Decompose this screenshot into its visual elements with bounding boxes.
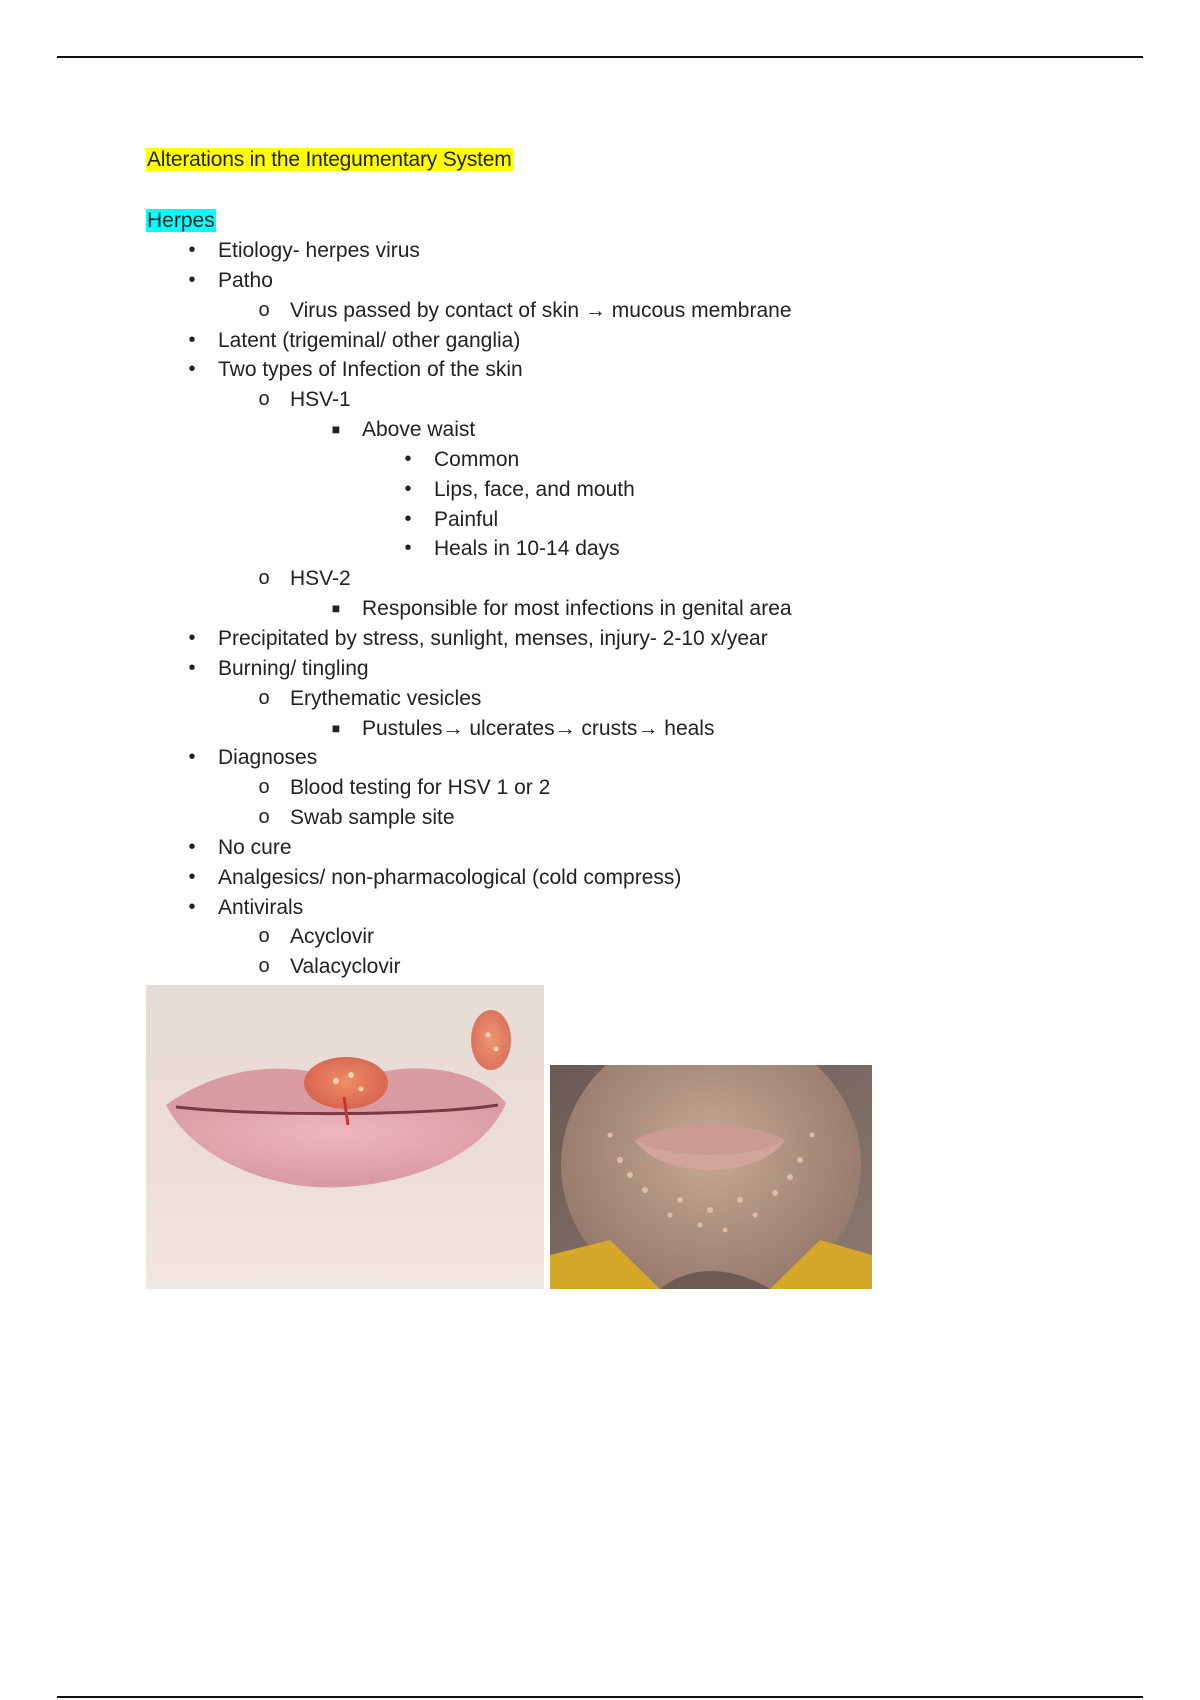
list-marker: o: [258, 686, 270, 709]
list-marker: •: [188, 328, 196, 351]
list-item: [146, 803, 792, 833]
list-item: [146, 893, 792, 923]
list-item-text: HSV-2: [290, 567, 351, 591]
list-item-text: Responsible for most infections in genital area: [362, 597, 792, 621]
list-item-text: No cure: [218, 835, 292, 859]
list-item: [146, 863, 792, 893]
list-marker: o: [258, 776, 270, 799]
photo-row: [146, 985, 872, 1289]
list-marker: •: [188, 746, 196, 769]
list-item-text: Precipitated by stress, sunlight, menses, injury- 2-10 x/year: [218, 626, 768, 650]
cold-sore-lip-photo: [146, 985, 544, 1289]
list-marker: o: [258, 298, 270, 321]
list-item-text: Etiology- herpes virus: [218, 239, 420, 262]
document-title: [146, 145, 513, 175]
list-item: [146, 236, 792, 266]
list-item-text: Heals in 10-14 days: [434, 537, 620, 561]
list-item-text: Analgesics/ non-pharmacological (cold compress): [218, 865, 682, 889]
list-item: [146, 355, 792, 385]
list-marker: •: [404, 537, 412, 560]
list-item: [146, 564, 792, 594]
herpes-outline-list: [146, 236, 792, 982]
list-item: [146, 743, 792, 773]
list-marker: o: [258, 567, 270, 590]
list-item: [146, 326, 792, 356]
list-marker: o: [258, 388, 270, 411]
header-rule: [57, 56, 1143, 58]
list-item-text: Blood testing for HSV 1 or 2: [290, 776, 551, 800]
list-item-text: Pustules→ ulcerates→ crusts→ heals: [362, 716, 715, 740]
list-item: [146, 684, 792, 714]
list-item-text: Above waist: [362, 418, 476, 442]
list-item: [146, 833, 792, 863]
list-marker: •: [404, 477, 412, 500]
list-item: [146, 624, 792, 654]
list-item-text: Patho: [218, 268, 273, 292]
list-item: [146, 534, 792, 564]
list-marker: ■: [331, 719, 341, 736]
facial-herpes-photo: [550, 1065, 872, 1289]
list-item-text: Swab sample site: [290, 806, 455, 830]
section-highlight: Herpes: [147, 209, 215, 232]
list-item-text: Burning/ tingling: [218, 656, 369, 680]
list-item: [146, 922, 792, 952]
list-item-text: Acyclovir: [290, 925, 375, 949]
list-item: [146, 266, 792, 296]
section-heading: [146, 206, 216, 236]
list-marker: •: [188, 835, 196, 858]
list-marker: •: [188, 268, 196, 291]
list-marker: •: [404, 507, 412, 530]
list-marker: •: [188, 358, 196, 381]
list-item: [146, 773, 792, 803]
list-item-text: Valacyclovir: [290, 955, 401, 979]
list-item: [146, 475, 792, 505]
list-item: [146, 654, 792, 684]
list-item-text: Latent (trigeminal/ other ganglia): [218, 328, 521, 352]
list-marker: ■: [331, 421, 341, 438]
list-item-text: Painful: [434, 507, 499, 531]
list-marker: o: [258, 806, 270, 829]
list-item-text: Diagnoses: [218, 746, 318, 770]
title-highlight: Alterations in the Integumentary System: [147, 148, 512, 171]
list-item-text: Antivirals: [218, 895, 304, 919]
footer-rule: [57, 1696, 1143, 1698]
list-marker: ■: [331, 600, 341, 617]
list-item: [146, 594, 792, 624]
list-item: [146, 385, 792, 415]
list-marker: •: [188, 865, 196, 888]
list-item: [146, 952, 792, 982]
list-item-text: Lips, face, and mouth: [434, 477, 635, 501]
list-item-text: Virus passed by contact of skin → mucous membrane: [290, 298, 792, 322]
list-item-text: Common: [434, 447, 520, 471]
list-item-text: HSV-1: [290, 388, 351, 412]
list-marker: o: [258, 925, 270, 948]
list-item-text: Erythematic vesicles: [290, 686, 482, 710]
list-item: [146, 415, 792, 445]
list-item: [146, 296, 792, 326]
list-marker: •: [188, 626, 196, 649]
list-marker: •: [188, 239, 196, 261]
list-item: [146, 714, 792, 744]
list-marker: •: [188, 895, 196, 918]
list-item-text: Two types of Infection of the skin: [218, 358, 523, 382]
list-item: [146, 505, 792, 535]
list-marker: •: [188, 656, 196, 679]
list-item: [146, 445, 792, 475]
list-marker: o: [258, 955, 270, 978]
list-marker: •: [404, 447, 412, 470]
